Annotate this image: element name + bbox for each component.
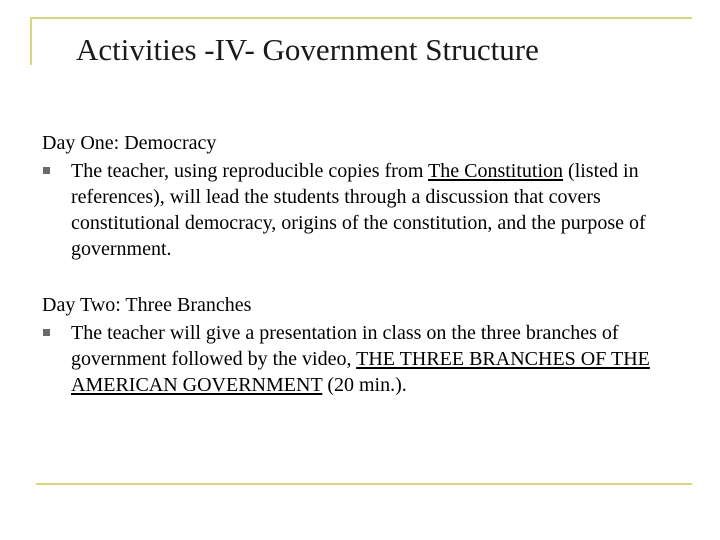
bullet-text-before: The teacher, using reproducible copies from [71,160,429,182]
square-bullet-icon [43,167,50,174]
bullet-text-after: (20 min.). [322,374,407,396]
slide-title: Activities -IV- Government Structure [76,32,539,67]
bullet-item-day-two [42,320,682,398]
bullet-text-day-two [71,320,682,398]
frame-left-line [30,17,32,65]
frame-top-line [30,17,692,19]
section-day-two [42,292,682,398]
section-day-one [42,130,682,262]
bullet-text-day-one [71,158,682,262]
frame-bottom-line [36,483,692,485]
bullet-text-after: (listed in references), will lead the students through a discussion that covers constitutional democracy, origins of the constitution, and the purpose of government. [71,160,646,260]
bullet-item-day-one [42,158,682,262]
slide-body [42,130,682,398]
section-heading-day-two: Day Two: Three Branches [42,294,252,316]
section-heading-day-one: Day One: Democracy [42,132,217,154]
video-title: THE THREE BRANCHES OF THE AMERICAN GOVERNMENT [71,348,650,396]
square-bullet-icon [43,329,50,336]
bullet-text-before: The teacher will give a presentation in class on the three branches of government followed by the video, [71,322,619,370]
constitution-reference: The Constitution [428,160,564,182]
